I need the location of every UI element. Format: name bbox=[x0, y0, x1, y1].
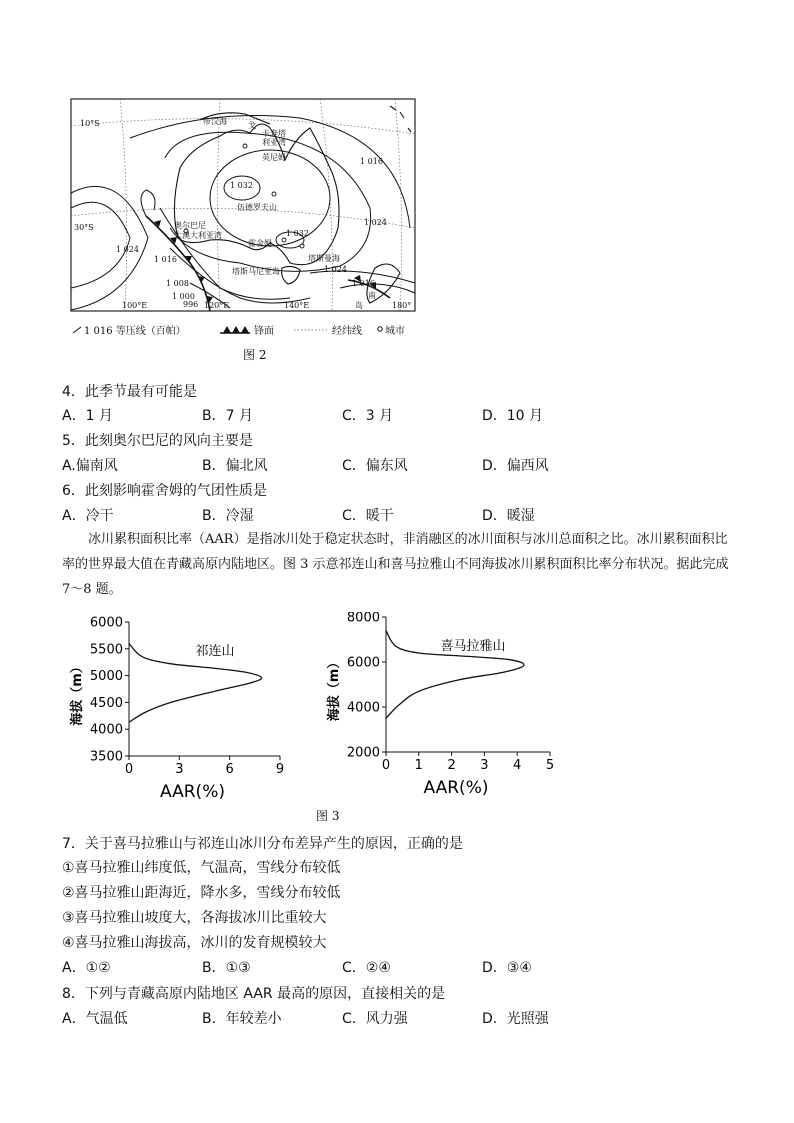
q8-option-b[interactable]: B．年较差小 bbox=[202, 1011, 282, 1027]
map-label-lon120: 120°E bbox=[204, 301, 230, 310]
q7-statement-3: ③喜马拉雅山坡度大，各海拔冰川比重较大 bbox=[62, 910, 327, 926]
himalaya-x-tick-label: 3 bbox=[480, 758, 489, 773]
question-6-stem: 6．此刻影响霍舍姆的气团性质是 bbox=[62, 483, 267, 499]
q7-option-d[interactable]: D．③④ bbox=[482, 960, 532, 976]
isobar-legend-icon bbox=[72, 325, 82, 335]
himalaya-x-tick-label: 1 bbox=[414, 758, 423, 773]
graticule-legend-icon bbox=[294, 328, 328, 332]
qilian-y-tick-label: 4000 bbox=[89, 722, 123, 738]
map-label-p1024a: 1 024 bbox=[116, 245, 139, 254]
chart-himalaya bbox=[326, 612, 554, 798]
legend-front: 锋面 bbox=[254, 326, 274, 337]
himalaya-x-tick-label: 5 bbox=[545, 758, 555, 773]
legend-city: 城市 bbox=[385, 326, 405, 337]
map-label-musgrave: 伍德罗夫山 bbox=[237, 203, 277, 212]
map-label-lon180: 180° bbox=[392, 301, 412, 310]
city-legend-icon bbox=[376, 325, 384, 333]
q6-option-d[interactable]: D．暖湿 bbox=[482, 508, 535, 524]
map-label-tasmania: 塔斯马尼亚岛 bbox=[232, 267, 280, 276]
map-label-p996: 996 bbox=[183, 300, 199, 309]
map-label-p1032b: 1 032 bbox=[286, 229, 309, 238]
qilian-x-tick-label: 9 bbox=[275, 762, 285, 777]
qilian-x-tick-label: 3 bbox=[175, 762, 184, 777]
map-label-hobart: 霍舍姆 bbox=[248, 239, 272, 248]
q4-option-a[interactable]: A．1 月 bbox=[62, 408, 113, 424]
himalaya-y-axis-label: 海拔（m） bbox=[327, 655, 342, 722]
map-label-bight: 大澳大利亚湾 bbox=[174, 231, 222, 240]
q7-statement-1: ①喜马拉雅山纬度低，气温高，雪线分布较低 bbox=[62, 860, 341, 876]
qilian-y-tick-label: 4500 bbox=[89, 695, 123, 711]
question-7-stem: 7．关于喜马拉雅山与祁连山冰川分布差异产生的原因，正确的是 bbox=[62, 836, 463, 852]
himalaya-x-tick-label: 4 bbox=[513, 758, 522, 773]
himalaya-y-tick-label: 6000 bbox=[346, 655, 380, 671]
himalaya-chart-title: 喜马拉雅山 bbox=[440, 639, 506, 654]
q4-option-d[interactable]: D．10 月 bbox=[482, 408, 544, 424]
map-label-carpentaria: 卡奔塔利亚湾 bbox=[262, 129, 286, 147]
legend-isobar: 1 016 等压线（百帕） bbox=[84, 326, 186, 337]
weather-map bbox=[70, 98, 416, 318]
map-label-p1000: 1 000 bbox=[172, 292, 195, 301]
front-legend-icon bbox=[220, 324, 250, 334]
question-4-stem: 4．此季节最有可能是 bbox=[62, 384, 197, 400]
q7-option-b[interactable]: B．①③ bbox=[202, 960, 251, 976]
q5-option-a[interactable]: A.偏南风 bbox=[62, 458, 118, 474]
map-label-lat30: 30°S bbox=[74, 223, 94, 232]
q5-option-d[interactable]: D．偏西风 bbox=[482, 458, 549, 474]
map-label-p1016c: 1 016 bbox=[352, 279, 375, 288]
himalaya-x-tick-label: 2 bbox=[447, 758, 456, 773]
q6-option-c[interactable]: C．暖干 bbox=[342, 508, 394, 524]
qilian-y-tick-label: 6000 bbox=[89, 615, 123, 631]
figure2-caption: 图 2 bbox=[243, 348, 267, 362]
map-label-lon140: 140°E bbox=[284, 301, 310, 310]
map-label-p1024c: 1 024 bbox=[324, 265, 347, 274]
qilian-chart-title: 祁连山 bbox=[195, 644, 235, 659]
map-label-lon100: 100°E bbox=[122, 301, 148, 310]
map-label-albany: 奥尔巴尼 bbox=[174, 221, 206, 230]
map-label-p1016b: 1 016 bbox=[154, 255, 177, 264]
question-5-stem: 5．此刻奥尔巴尼的风向主要是 bbox=[62, 433, 253, 449]
q5-option-c[interactable]: C．偏东风 bbox=[342, 458, 408, 474]
qilian-y-tick-label: 5000 bbox=[89, 669, 123, 685]
map-label-lat10: 10°S bbox=[80, 119, 100, 128]
figure3-caption: 图 3 bbox=[316, 809, 340, 823]
q8-option-c[interactable]: C．风力强 bbox=[342, 1011, 408, 1027]
himalaya-x-axis-label: AAR(%) bbox=[423, 778, 489, 798]
q7-option-c[interactable]: C．②④ bbox=[342, 960, 391, 976]
map-label-south: 南 bbox=[368, 291, 376, 300]
q7-statement-4: ④喜马拉雅山海拔高，冰川的发育规模较大 bbox=[62, 935, 327, 951]
qilian-y-tick-label: 5500 bbox=[89, 642, 123, 658]
himalaya-x-tick-label: 0 bbox=[381, 758, 391, 773]
map-label-timor: 帝汶海 bbox=[203, 117, 227, 126]
map-label-p1024b: 1 024 bbox=[364, 218, 387, 227]
map-label-ennis: 英尼姆 bbox=[262, 153, 286, 162]
q4-option-c[interactable]: C．3 月 bbox=[342, 408, 394, 424]
passage: 冰川累积面积比率（AAR）是指冰川处于稳定状态时，非消融区的冰川面积与冰川总面积之比。冰川累积面积比率的世界最大值在青藏高原内陆地区。图 3 示意祁连山和喜马拉雅山不同海拔冰川累积面积比率分布状况。据此完成 7～8 题。 bbox=[62, 532, 729, 597]
q7-statement-2: ②喜马拉雅山距海近，降水多，雪线分布较低 bbox=[62, 885, 341, 901]
q8-option-a[interactable]: A．气温低 bbox=[62, 1011, 128, 1027]
q4-option-b[interactable]: B．7 月 bbox=[202, 408, 253, 424]
map-legend bbox=[72, 322, 412, 338]
q7-option-a[interactable]: A．①② bbox=[62, 960, 111, 976]
map-label-koepang: 戈 bbox=[248, 121, 256, 130]
map-label-p1008: 1 008 bbox=[166, 279, 189, 288]
qilian-x-axis-label: AAR(%) bbox=[160, 782, 225, 802]
figure3-charts bbox=[55, 612, 575, 804]
chart-qilian bbox=[69, 616, 284, 803]
map-label-p1016a: 1 016 bbox=[360, 157, 383, 166]
q6-option-a[interactable]: A．冷干 bbox=[62, 508, 114, 524]
map-label-tasman: 塔斯曼海 bbox=[308, 254, 340, 263]
weather-map-svg bbox=[70, 98, 416, 318]
himalaya-y-tick-label: 2000 bbox=[346, 745, 380, 761]
q6-option-b[interactable]: B．冷湿 bbox=[202, 508, 254, 524]
himalaya-y-tick-label: 4000 bbox=[346, 700, 380, 716]
map-label-p1032a: 1 032 bbox=[230, 181, 253, 190]
qilian-y-tick-label: 3500 bbox=[89, 749, 123, 765]
qilian-y-axis-label: 海拔（m） bbox=[70, 660, 85, 726]
q5-option-b[interactable]: B．偏北风 bbox=[202, 458, 268, 474]
qilian-x-tick-label: 0 bbox=[124, 762, 134, 777]
question-8-stem: 8．下列与青藏高原内陆地区 AAR 最高的原因，直接相关的是 bbox=[62, 986, 446, 1002]
legend-graticule: 经纬线 bbox=[332, 326, 362, 337]
himalaya-y-tick-label: 8000 bbox=[346, 612, 380, 626]
q8-option-d[interactable]: D．光照强 bbox=[482, 1011, 549, 1027]
map-label-island: 岛 bbox=[355, 301, 363, 310]
qilian-x-tick-label: 6 bbox=[225, 762, 234, 777]
